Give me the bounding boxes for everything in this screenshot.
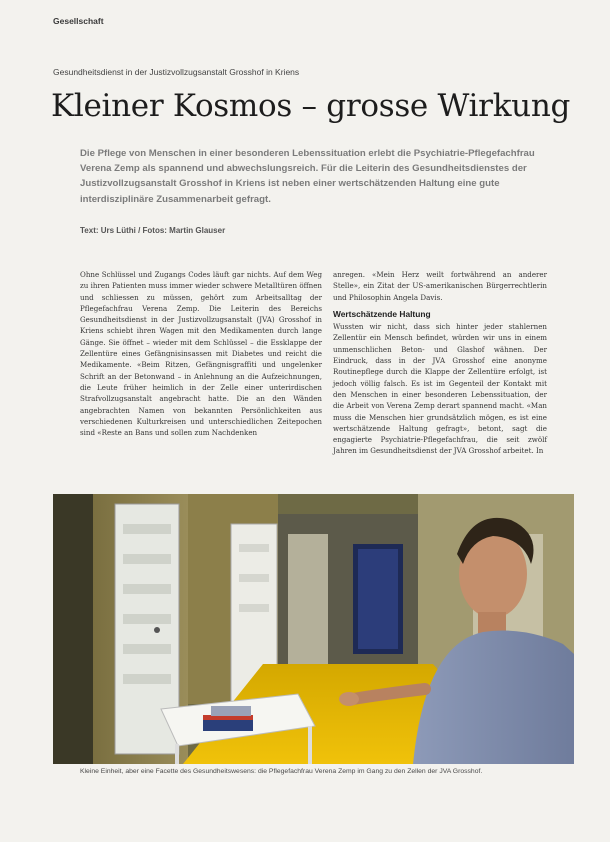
body-paragraph: anregen. «Mein Herz weilt fortwährend an anderer Stelle», ein Zitat der US-amerikanischen Bürgerrechtlerin und Philosophin Angela Davis. bbox=[333, 270, 547, 302]
article-kicker: Gesundheitsdienst in der Justizvollzugsanstalt Grosshof in Kriens bbox=[53, 67, 300, 77]
body-paragraph: Wussten wir nicht, dass sich hinter jeder stahlernen Zellentür ein Mensch befindet, würden wir uns in einem unmenschlichen Beton- und Glashof wähnen. Der Eindruck, dass in der JVA Grosshof eine anonyme Routinepflege durch die Klappe der Zellentüre erfolgt, ist jedoch völlig falsch. Es ist im Gegenteil der Kontakt mit den Menschen in einer besonderen Lebenssituation, der die Arbeit von Verena Zemp derart spannend macht. «Man muss die Menschen hier grundsätzlich mögen, es ist eine wertschätzende Haltung gefragt», betont, sagt die engagierte Psychiatrie-Pflegefachfrau, die seit zwölf Jahren im Gesundheitsdienst der JVA Grosshof arbeitet. In bbox=[333, 322, 547, 456]
photo-prison-corridor bbox=[53, 494, 574, 764]
body-column-right bbox=[333, 269, 547, 457]
article-photo bbox=[53, 494, 574, 764]
section-subhead: Wertschätzende Haltung bbox=[333, 308, 431, 319]
body-paragraph: Ohne Schlüssel und Zugangs Codes läuft gar nichts. Auf dem Weg zu ihren Patienten muss immer wieder schwere Metalltüren öffnen und schliessen zu müssen, gehört zum Arbeitsalltag der Pflegefachfrau Verena Zemp. Die Leiterin des Bereichs Gesundheitsdienst in der Justizvollzugsanstalt (JVA) Grosshof in Kriens schiebt ihren Wagen mit den Medikamenten durch lange Gänge. Sie öffnet – wieder mit dem Schlüssel – die Essklappe der Zellentüre eines Gefängnisinsassen mit Diabetes und reicht die Medikamente. «Beim Ritzen, Gefängnisgraffiti und ungelenker Schrift an der Betonwand – in Anlehnung an die Aufzeichnungen, die Leute früher heimlich in der Zelle einer unterirdischen Strafvollzugsanstalt angebracht hatte. Die an den Wänden angebrachten Namen von bekannten Persönlichkeiten aus verschiedenen Kulturkreisen und unterschiedlichen Zeitepochen sind «Reste an Bans und sollen zum Nachdenken bbox=[80, 270, 322, 438]
body-column-left bbox=[80, 269, 322, 438]
article-byline: Text: Urs Lüthi / Fotos: Martin Glauser bbox=[80, 226, 226, 235]
article-lead: Die Pflege von Menschen in einer besonderen Lebenssituation erlebt die Psychiatrie-Pflegefachfrau Verena Zemp als spannend und abwechslungsreich. Für die Leiterin des Gesundheitsdienstes der Justizvollzugsanstalt Grosshof in Kriens ist neben einer wertschätzenden Haltung eine gute interdisziplinäre Zusammenarbeit gefragt. bbox=[80, 148, 535, 205]
photo-caption: Kleine Einheit, aber eine Facette des Gesundheitswesens: die Pflegefachfrau Verena Zemp im Gang zu den Zellen der JVA Grosshof. bbox=[80, 768, 483, 775]
section-label: Gesellschaft bbox=[53, 16, 104, 26]
article-title: Kleiner Kosmos – grosse Wirkung bbox=[51, 88, 571, 124]
